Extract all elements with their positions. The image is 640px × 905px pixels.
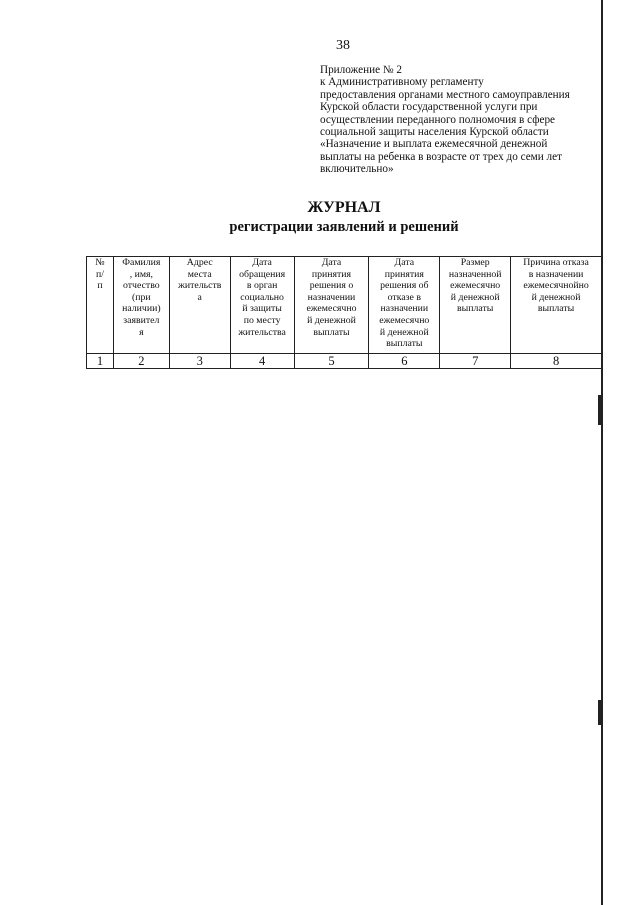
table-header-row [87, 257, 602, 354]
column-number-cell: 2 [113, 354, 169, 369]
appendix-line: «Назначение и выплата ежемесячной денежной [320, 138, 548, 151]
appendix-line: к Административному регламенту [320, 76, 484, 89]
header-cell-number: № п/ п [87, 257, 114, 354]
journal-table [86, 256, 602, 369]
scan-edge-mark [598, 700, 601, 725]
appendix-line: выплаты на ребенка в возрасте от трех до семи лет [320, 150, 562, 163]
column-number-cell: 4 [230, 354, 294, 369]
document-title: ЖУРНАЛ [307, 199, 381, 216]
appendix-line: осуществлении переданного полномочия в сфере [320, 113, 556, 126]
column-number-cell: 6 [369, 354, 440, 369]
scan-edge-mark [598, 395, 601, 425]
appendix-line: Приложение № 2 [320, 64, 402, 76]
appendix-line: Курской области государственной услуги при [320, 101, 538, 114]
column-number-cell: 7 [440, 354, 511, 369]
header-cell-name: Фамилия , имя, отчество (при наличии) заявител я [113, 257, 169, 354]
column-number-cell: 5 [294, 354, 369, 369]
column-number-cell: 3 [169, 354, 230, 369]
header-cell-application-date: Дата обращения в орган социально й защиты по месту жительства [230, 257, 294, 354]
appendix-header [320, 64, 600, 176]
header-cell-refusal-date: Дата принятия решения об отказе в назначении ежемесячно й денежной выплаты [369, 257, 440, 354]
document-subtitle: регистрации заявлений и решений [229, 219, 459, 235]
page-number: 38 [336, 38, 350, 53]
appendix-line: предоставления органами местного самоуправления [320, 88, 570, 101]
appendix-line: социальной защиты населения Курской области [320, 126, 549, 139]
appendix-line: включительно» [320, 163, 394, 176]
column-number-cell: 1 [87, 354, 114, 369]
scan-edge-line [601, 0, 603, 905]
header-cell-refusal-reason: Причина отказа в назначении ежемесячнойно й денежной выплаты [511, 257, 602, 354]
column-number-cell: 8 [511, 354, 602, 369]
table-number-row [87, 354, 602, 369]
header-cell-payment-amount: Размер назначенной ежемесячно й денежной выплаты [440, 257, 511, 354]
header-cell-approval-date: Дата принятия решения о назначении ежемесячно й денежной выплаты [294, 257, 369, 354]
header-cell-address: Адрес места жительств а [169, 257, 230, 354]
